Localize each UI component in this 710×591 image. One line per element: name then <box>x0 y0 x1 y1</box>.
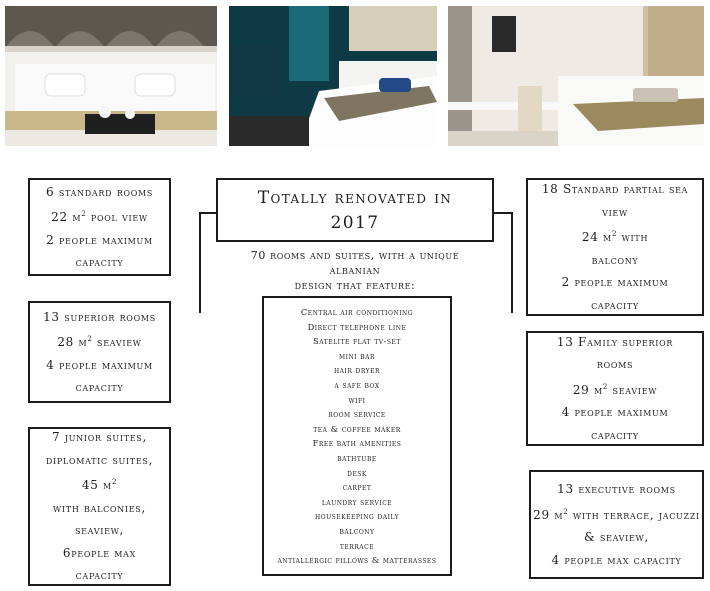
feature-item: Satelite flat tv-set <box>313 336 401 347</box>
executive-rooms-view: & seaview, <box>583 530 649 544</box>
features-box <box>262 296 452 576</box>
feature-item: bathtube <box>337 452 377 463</box>
junior-suites-capacity: 6people max <box>62 545 137 560</box>
family-superior-box <box>526 331 704 446</box>
partial-rooms-view: view <box>602 204 628 219</box>
family-rooms-capacity-2: capacity <box>591 427 639 442</box>
intro-line-1: 70 rooms and suites, with a unique <box>250 249 460 262</box>
feature-item: laundry service <box>321 496 393 507</box>
junior-suites-balconies: with balconies, <box>53 500 146 515</box>
features-list <box>264 305 450 568</box>
feature-item: balcony <box>339 525 375 536</box>
family-rooms-count: 13 Family superior <box>556 334 674 349</box>
superior-rooms-count: 13 superior rooms <box>43 309 156 324</box>
hotel-room-photo-middle <box>229 6 437 146</box>
feature-item: terrace <box>339 540 375 551</box>
executive-rooms-size: 29 $m^2$ with terrace, jacuzzi <box>533 507 700 522</box>
partial-rooms-capacity-2: capacity <box>591 297 639 312</box>
junior-suites-count: 7 junior suites, <box>51 430 147 445</box>
feature-item: a safe box <box>334 379 380 390</box>
feature-item: tea & coffee maker <box>313 423 401 434</box>
page-title-year: 2017 <box>330 213 380 233</box>
intro-text <box>217 248 493 293</box>
intro-line-2: albanian <box>329 264 381 277</box>
executive-rooms-capacity: 4 people max capacity <box>551 552 682 567</box>
family-rooms-size: 29 $m^2$ seaview <box>572 382 658 397</box>
feature-item: hair dryer <box>333 365 381 376</box>
hotel-room-photo-left <box>5 6 217 146</box>
junior-suites-view: seaview, <box>74 523 125 538</box>
superior-rooms-size: 28 $m^2$ seaview <box>57 335 142 349</box>
superior-rooms-capacity-2: capacity <box>75 380 124 394</box>
junior-suites-size: 45 $m^2$ <box>81 478 118 493</box>
feature-item: Free bath amenities <box>312 438 402 449</box>
standard-rooms-box <box>28 178 171 276</box>
feature-item: desk <box>347 467 367 478</box>
executive-rooms-box <box>529 470 704 579</box>
junior-suites-capacity-2: capacity <box>75 568 124 583</box>
partial-rooms-size: 24 $m^2$ with <box>581 230 649 244</box>
intro-line-3: design that feature: <box>294 279 416 292</box>
feature-item: antiallergic pillows & matterasses <box>277 555 437 566</box>
family-rooms-label: rooms <box>596 357 634 372</box>
standard-rooms-size: 22 $m^2$ pool view <box>51 210 148 224</box>
feature-item: mini bar <box>338 350 376 361</box>
feature-item: carpet <box>342 482 372 493</box>
partial-sea-view-box <box>526 178 704 316</box>
partial-rooms-count: 18 Standard partial sea <box>541 182 689 196</box>
superior-rooms-box <box>28 301 171 403</box>
junior-suites-box <box>28 427 171 586</box>
feature-item: wifi <box>348 394 366 405</box>
title-box <box>216 178 494 242</box>
feature-item: housekeeping daily <box>314 511 400 522</box>
standard-rooms-capacity-2: capacity <box>75 255 124 269</box>
hotel-room-photo-right <box>448 6 704 146</box>
standard-rooms-count: 6 standard rooms <box>45 184 154 199</box>
page-title: Totally renovated in <box>257 188 453 208</box>
partial-rooms-capacity: 2 people maximum <box>561 275 669 289</box>
feature-item: room service <box>328 409 386 420</box>
family-rooms-capacity: 4 people maximum <box>561 405 669 420</box>
superior-rooms-capacity: 4 people maximum <box>46 357 153 372</box>
feature-item: Central air conditioning <box>300 307 414 317</box>
executive-rooms-count: 13 executive rooms <box>557 482 676 496</box>
diplomatic-suites: diplomatic suites, <box>45 452 154 467</box>
feature-item: Direct telephone line <box>307 321 407 332</box>
partial-rooms-balcony: balcony <box>591 252 639 267</box>
standard-rooms-capacity: 2 people maximum <box>46 232 153 247</box>
